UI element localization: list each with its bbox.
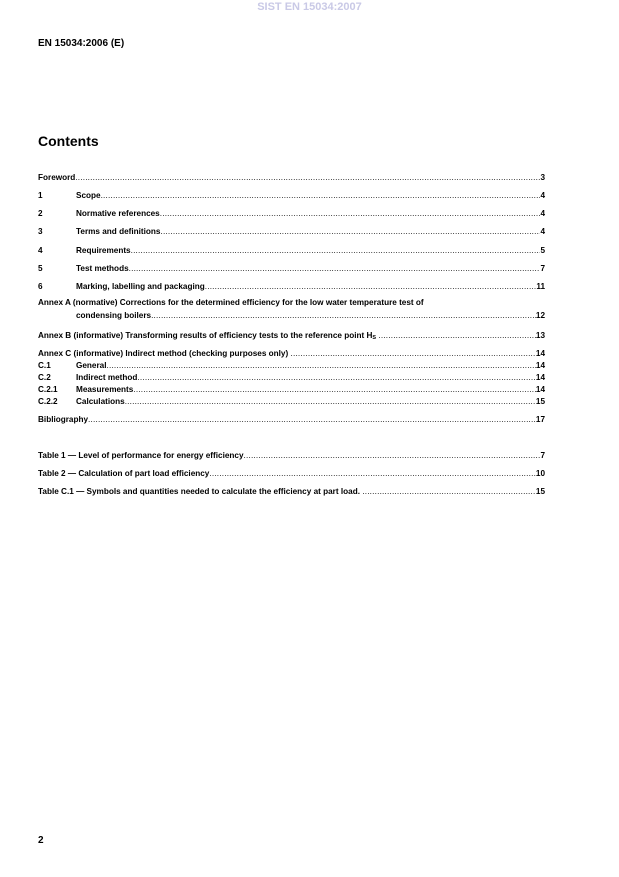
toc-page: 15 [535, 397, 545, 406]
dot-leader [244, 451, 541, 461]
toc-label: Test methods [76, 264, 129, 273]
toc-entry-annex-a[interactable]: Annex A (normative) Corrections for the determined efficiency for the low water temperature test of [38, 298, 424, 307]
toc-label: Normative references [76, 209, 160, 218]
subscript: S [372, 335, 377, 341]
dot-leader [137, 373, 535, 383]
document-header: EN 15034:2006 (E) [38, 38, 125, 49]
toc-label: Indirect method [76, 373, 138, 382]
dot-leader [75, 173, 540, 183]
dot-leader [160, 227, 540, 237]
toc-entry[interactable] [38, 173, 545, 183]
toc-entry[interactable] [38, 282, 545, 292]
toc-number: 6 [38, 282, 43, 291]
dot-leader [129, 264, 541, 274]
toc-page: 3 [540, 173, 545, 182]
page-title: Contents [38, 133, 99, 149]
table-label: Table 1 — Level of performance for energy efficiency [38, 451, 244, 460]
toc-entry[interactable] [38, 415, 545, 425]
watermark: SIST EN 15034:2007 [257, 1, 362, 13]
toc-page: 5 [540, 246, 545, 255]
toc-label: condensing boilers [76, 311, 152, 320]
dot-leader [101, 191, 541, 201]
toc-number: 3 [38, 227, 43, 236]
toc-entry[interactable] [38, 209, 545, 219]
toc-page: 4 [540, 227, 545, 236]
toc-label: Scope [76, 191, 101, 200]
toc-entry[interactable] [38, 264, 545, 274]
toc-entry[interactable] [38, 246, 545, 256]
dot-leader [125, 397, 536, 407]
table-label: Table 2 — Calculation of part load efficiency [38, 469, 210, 478]
dot-leader [209, 469, 536, 479]
page-number: 2 [38, 835, 44, 846]
table-label: Table C.1 — Symbols and quantities needed to calculate the efficiency at part load. [38, 487, 363, 496]
toc-page: 13 [535, 331, 545, 340]
table-page: 10 [535, 469, 545, 478]
toc-label-text: Annex B (informative) Transforming results of efficiency tests to the reference point H [38, 331, 373, 340]
toc-entry[interactable] [38, 373, 545, 383]
toc-label: Marking, labelling and packaging [76, 282, 205, 291]
toc-entry[interactable] [38, 397, 545, 407]
toc-page: 12 [535, 311, 545, 320]
toc-page: 4 [540, 209, 545, 218]
dot-leader [131, 246, 541, 256]
toc-page: 14 [535, 373, 545, 382]
toc-number: 4 [38, 246, 43, 255]
toc-label [38, 331, 376, 342]
table-list-entry[interactable] [38, 469, 545, 479]
toc-entry[interactable] [38, 385, 545, 395]
toc-number: 5 [38, 264, 43, 273]
toc-number: C.2.1 [38, 385, 58, 394]
toc-number: C.1 [38, 361, 51, 370]
toc-label: Bibliography [38, 415, 89, 424]
toc-label: Annex C (informative) Indirect method (checking purposes only) [38, 349, 289, 358]
toc-entry-annex-c[interactable] [38, 349, 545, 359]
toc-number: 2 [38, 209, 43, 218]
toc-label: Terms and definitions [76, 227, 161, 236]
toc-page: 14 [535, 361, 545, 370]
dot-leader [107, 361, 536, 371]
toc-label: Foreword [38, 173, 76, 182]
toc-entry[interactable] [38, 191, 545, 201]
table-list-entry[interactable] [38, 487, 545, 497]
toc-page: 14 [535, 385, 545, 394]
toc-label: Measurements [76, 385, 134, 394]
dot-leader [362, 487, 536, 497]
toc-entry-annex-b[interactable] [38, 331, 545, 342]
toc-page: 17 [535, 415, 545, 424]
dot-leader [88, 415, 536, 425]
dot-leader [151, 311, 536, 321]
toc-page: 4 [540, 191, 545, 200]
table-list-entry[interactable] [38, 451, 545, 461]
toc-label: General [76, 361, 107, 370]
table-page: 7 [540, 451, 545, 460]
toc-page: 11 [536, 282, 545, 291]
table-page: 15 [535, 487, 545, 496]
toc-label: Requirements [76, 246, 131, 255]
dot-leader [133, 385, 536, 395]
toc-entry[interactable] [38, 227, 545, 237]
toc-number: 1 [38, 191, 43, 200]
dot-leader [160, 209, 541, 219]
toc-entry[interactable] [38, 361, 545, 371]
toc-label: Calculations [76, 397, 125, 406]
toc-number: C.2 [38, 373, 51, 382]
toc-page: 14 [535, 349, 545, 358]
toc-number: C.2.2 [38, 397, 58, 406]
toc-page: 7 [540, 264, 545, 273]
dot-leader [291, 349, 536, 359]
dot-leader [378, 331, 536, 341]
dot-leader [205, 282, 537, 292]
toc-entry-continuation[interactable] [76, 311, 545, 321]
